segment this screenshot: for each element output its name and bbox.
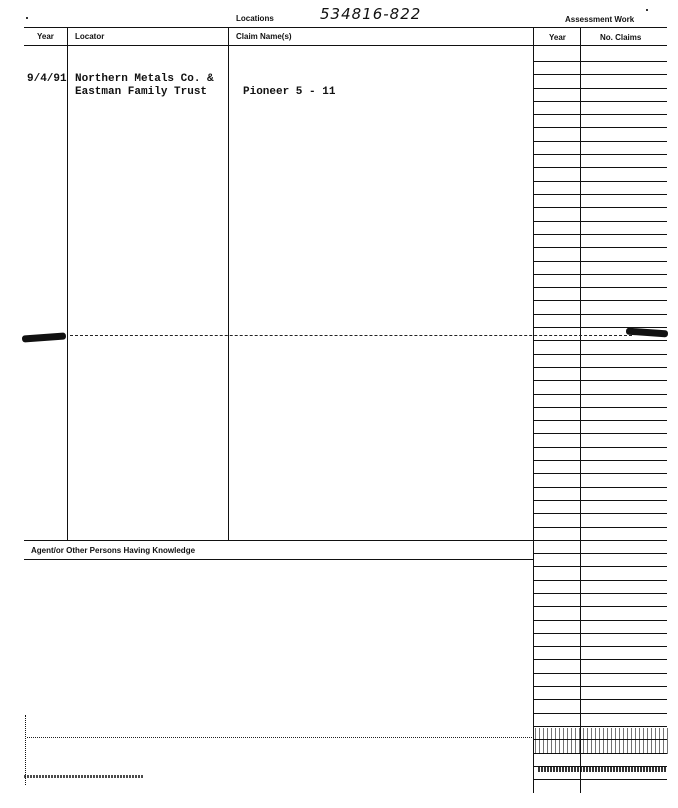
corner-speck bbox=[26, 17, 28, 19]
assessment-work-row-line bbox=[533, 340, 667, 341]
corner-speck bbox=[646, 9, 648, 11]
bottom-scan-noise-2 bbox=[538, 767, 666, 772]
assessment-work-row-line bbox=[533, 167, 667, 168]
assessment-work-row-line bbox=[533, 101, 667, 102]
agent-section-top-border bbox=[24, 540, 534, 541]
assessment-work-row-line bbox=[533, 713, 667, 714]
assessment-work-row-line bbox=[533, 779, 667, 780]
locations-label: Locations bbox=[236, 14, 274, 23]
assessment-work-row-line bbox=[533, 407, 667, 408]
assessment-work-row-line bbox=[533, 221, 667, 222]
assessment-work-row-line bbox=[533, 460, 667, 461]
column-header-claim-names: Claim Name(s) bbox=[236, 32, 292, 41]
column-header-locator: Locator bbox=[75, 32, 105, 41]
locations-value: 534816-822 bbox=[320, 5, 422, 23]
assessment-work-row-line bbox=[533, 154, 667, 155]
column-header-aw-year: Year bbox=[549, 33, 566, 42]
assessment-work-row-line bbox=[533, 699, 667, 700]
assessment-work-row-line bbox=[533, 633, 667, 634]
assessment-work-row-line bbox=[533, 207, 667, 208]
agent-section-header-border bbox=[24, 559, 534, 560]
entry-locator-line1: Northern Metals Co. & bbox=[75, 73, 214, 85]
assessment-work-row-line bbox=[533, 314, 667, 315]
assessment-work-row-line bbox=[533, 234, 667, 235]
assessment-work-row-line bbox=[533, 620, 667, 621]
assessment-work-row-line bbox=[533, 141, 667, 142]
assessment-work-row-line bbox=[533, 659, 667, 660]
assessment-work-row-line bbox=[533, 686, 667, 687]
assessment-work-row-line bbox=[533, 88, 667, 89]
assessment-work-row-line bbox=[533, 181, 667, 182]
assessment-work-row-line bbox=[533, 261, 667, 262]
marker-stroke-left bbox=[22, 332, 66, 342]
table-header-border bbox=[24, 45, 667, 46]
assessment-work-row-line bbox=[533, 420, 667, 421]
assessment-work-row-line bbox=[533, 487, 667, 488]
entry-locator-line2: Eastman Family Trust bbox=[75, 86, 208, 98]
column-header-aw-no-claims: No. Claims bbox=[600, 33, 642, 42]
assessment-work-row-line bbox=[533, 367, 667, 368]
bottom-left-scan-noise bbox=[24, 775, 144, 778]
bottom-dashed-line bbox=[27, 737, 532, 738]
assessment-work-row-line bbox=[533, 287, 667, 288]
assessment-work-row-line bbox=[533, 274, 667, 275]
assessment-work-row-line bbox=[533, 566, 667, 567]
assessment-work-row-line bbox=[533, 500, 667, 501]
assessment-work-row-line bbox=[533, 513, 667, 514]
assessment-work-row-line bbox=[533, 673, 667, 674]
entry-year: 9/4/91 bbox=[27, 73, 67, 85]
assessment-work-row-line bbox=[533, 74, 667, 75]
bottom-scan-noise bbox=[535, 728, 668, 754]
assessment-work-row-line bbox=[533, 606, 667, 607]
left-edge-tick bbox=[25, 715, 26, 785]
assessment-work-row-line bbox=[533, 580, 667, 581]
assessment-work-row-line bbox=[533, 473, 667, 474]
assessment-work-row-line bbox=[533, 380, 667, 381]
column-header-year: Year bbox=[37, 32, 54, 41]
assessment-work-row-line bbox=[533, 540, 667, 541]
assessment-work-row-line bbox=[533, 447, 667, 448]
divider-year-locator bbox=[67, 27, 68, 540]
assessment-work-label: Assessment Work bbox=[565, 15, 635, 24]
table-top-border bbox=[24, 27, 667, 28]
assessment-work-row-line bbox=[533, 300, 667, 301]
divider-locator-claims bbox=[228, 27, 229, 540]
assessment-work-row-line bbox=[533, 527, 667, 528]
assessment-work-row-line bbox=[533, 553, 667, 554]
assessment-work-row-line bbox=[533, 394, 667, 395]
assessment-work-row-line bbox=[533, 646, 667, 647]
assessment-work-row-line bbox=[533, 433, 667, 434]
entry-claim-names: Pioneer 5 - 11 bbox=[243, 86, 336, 98]
assessment-work-row-line bbox=[533, 726, 667, 727]
dashed-separator bbox=[70, 335, 632, 336]
assessment-work-row-line bbox=[533, 593, 667, 594]
agent-label: Agent/or Other Persons Having Knowledge bbox=[31, 546, 196, 555]
assessment-work-row-line bbox=[533, 127, 667, 128]
assessment-work-row-line bbox=[533, 61, 667, 62]
marker-stroke-right bbox=[626, 328, 668, 338]
assessment-work-row-line bbox=[533, 194, 667, 195]
assessment-work-row-line bbox=[533, 114, 667, 115]
assessment-work-row-line bbox=[533, 327, 667, 328]
assessment-work-row-line bbox=[533, 247, 667, 248]
assessment-work-row-line bbox=[533, 354, 667, 355]
